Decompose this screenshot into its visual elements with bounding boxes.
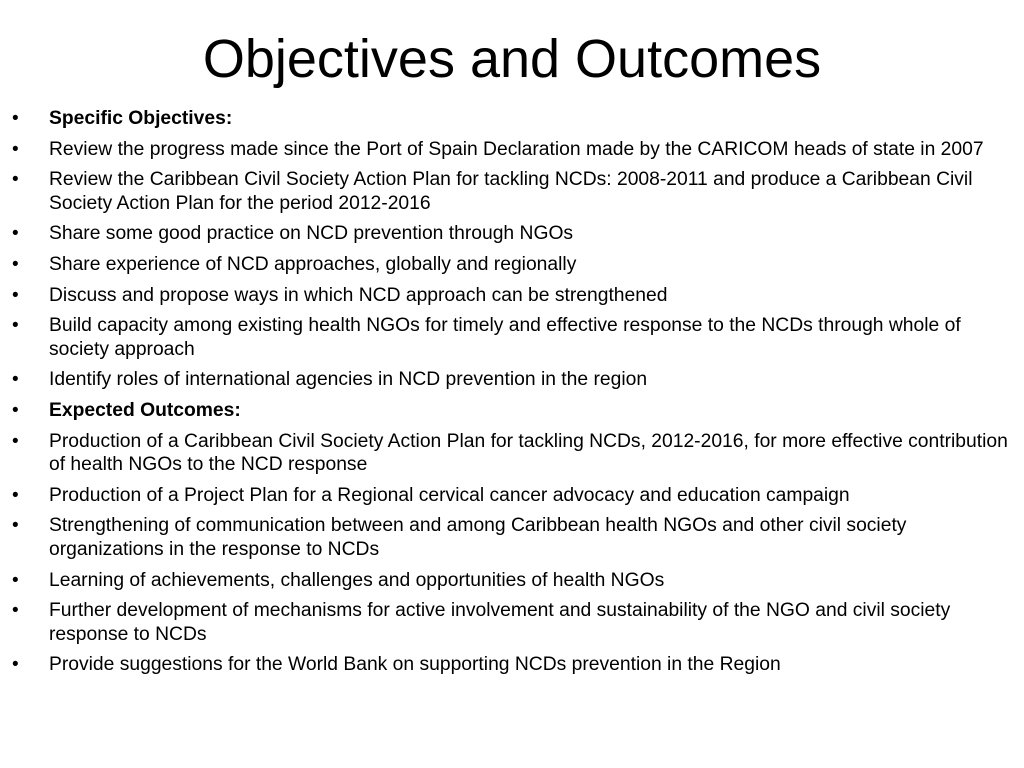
bullet-item bbox=[12, 599, 1020, 646]
bullet-text: Strengthening of communication between and among Caribbean health NGOs and other civil society organizations in the response to NCDs bbox=[49, 515, 907, 560]
bullet-text: Provide suggestions for the World Bank on supporting NCDs prevention in the Region bbox=[49, 654, 781, 676]
bullet-icon: • bbox=[12, 600, 19, 622]
bullet-text: Further development of mechanisms for active involvement and sustainability of the NGO and civil society response to NCDs bbox=[49, 600, 951, 645]
bullet-icon: • bbox=[12, 654, 19, 676]
bullet-icon: • bbox=[12, 430, 19, 452]
bullet-icon: • bbox=[12, 138, 19, 160]
bullet-icon: • bbox=[12, 284, 19, 306]
bullet-text: Identify roles of international agencies in NCD prevention in the region bbox=[49, 369, 648, 391]
bullet-item bbox=[12, 138, 1020, 162]
section-heading-item bbox=[12, 399, 1020, 423]
section-heading: Expected Outcomes: bbox=[49, 399, 241, 421]
bullet-text: Share some good practice on NCD prevention through NGOs bbox=[49, 223, 574, 245]
bullet-text: Production of a Caribbean Civil Society Action Plan for tackling NCDs, 2012-2016, for more effective contribution of health NGOs to the NCD response bbox=[49, 430, 1008, 476]
bullet-list bbox=[12, 107, 1020, 684]
bullet-item bbox=[12, 168, 1020, 215]
bullet-text: Learning of achievements, challenges and opportunities of health NGOs bbox=[49, 569, 665, 591]
bullet-item bbox=[12, 368, 1020, 392]
section-heading: Specific Objectives: bbox=[49, 108, 233, 129]
slide-title: Objectives and Outcomes bbox=[202, 29, 822, 89]
bullet-text: Discuss and propose ways in which NCD approach can be strengthened bbox=[49, 284, 668, 306]
bullet-icon: • bbox=[12, 169, 19, 191]
bullet-text: Production of a Project Plan for a Regional cervical cancer advocacy and education campaign bbox=[49, 484, 850, 506]
bullet-item bbox=[12, 653, 1020, 677]
bullet-item bbox=[12, 484, 1020, 508]
bullet-text: Share experience of NCD approaches, globally and regionally bbox=[49, 253, 577, 275]
bullet-icon: • bbox=[12, 315, 19, 337]
bullet-item bbox=[12, 430, 1020, 477]
bullet-item bbox=[12, 314, 1020, 361]
bullet-icon: • bbox=[12, 223, 19, 245]
bullet-icon: • bbox=[12, 484, 19, 506]
bullet-icon: • bbox=[12, 399, 19, 421]
bullet-text: Review the progress made since the Port of Spain Declaration made by the CARICOM heads of state in 2007 bbox=[49, 138, 984, 160]
bullet-icon: • bbox=[12, 108, 19, 129]
bullet-item bbox=[12, 253, 1020, 277]
bullet-text: Review the Caribbean Civil Society Action Plan for tackling NCDs: 2008-2011 and produce a Caribbean Civil Society Action Plan for the period 2012-2016 bbox=[49, 169, 973, 214]
bullet-icon: • bbox=[12, 569, 19, 591]
bullet-text: Build capacity among existing health NGOs for timely and effective response to the NCDs through whole of society approach bbox=[49, 315, 961, 360]
bullet-icon: • bbox=[12, 515, 19, 537]
bullet-icon: • bbox=[12, 369, 19, 391]
bullet-item bbox=[12, 222, 1020, 246]
section-heading-item bbox=[12, 107, 1020, 131]
bullet-item bbox=[12, 569, 1020, 593]
bullet-item bbox=[12, 284, 1020, 308]
bullet-icon: • bbox=[12, 253, 19, 275]
bullet-item bbox=[12, 514, 1020, 561]
